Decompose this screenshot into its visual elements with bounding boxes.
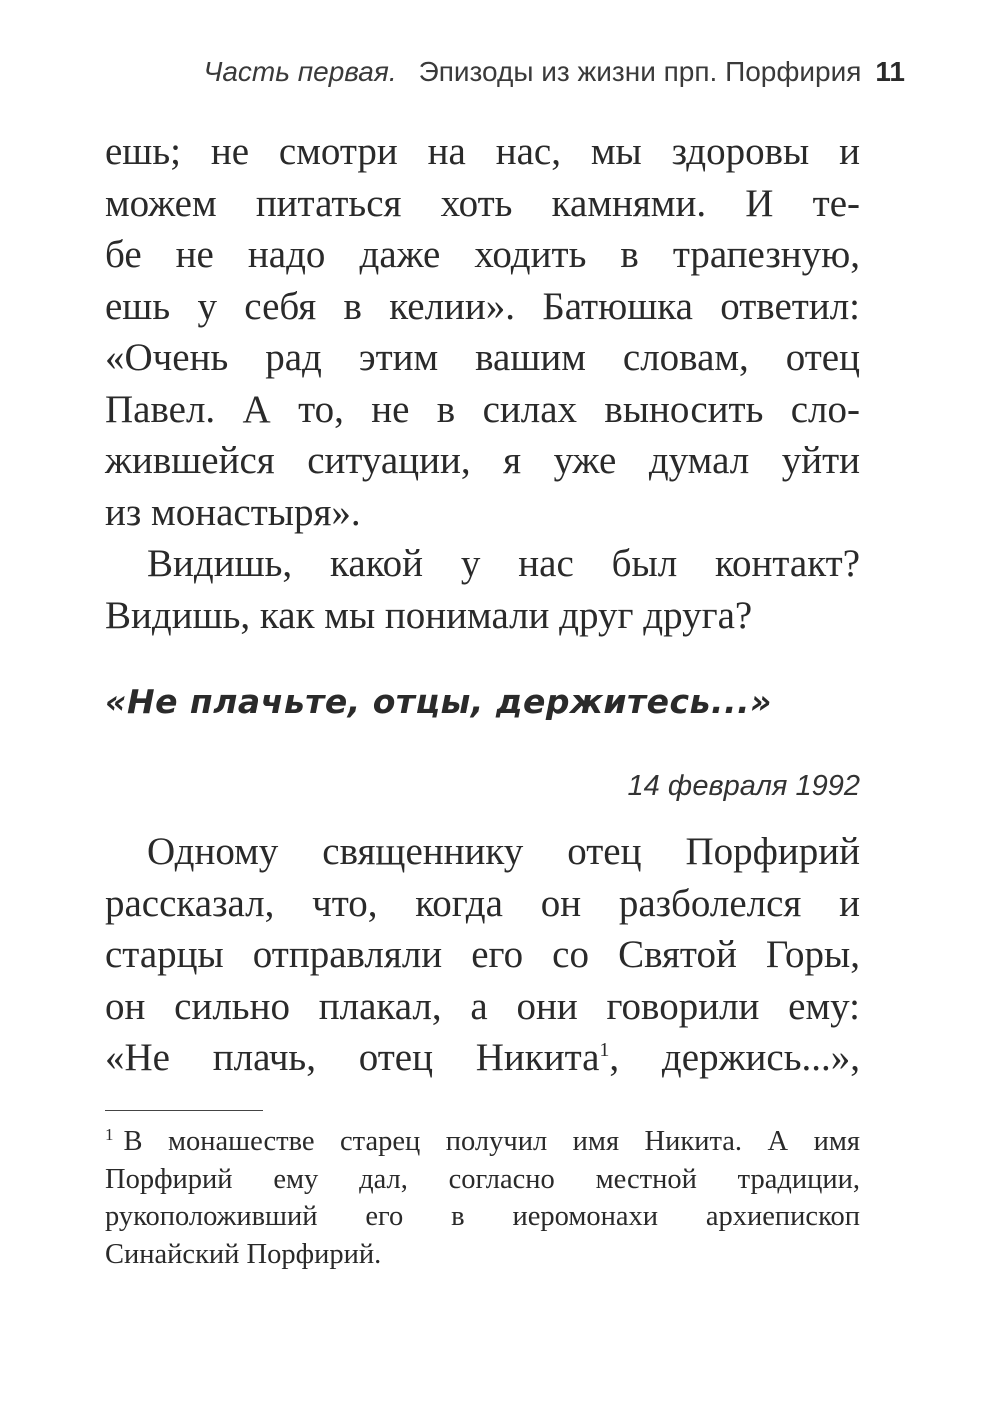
paragraph-continued: [105, 126, 860, 538]
running-header: [105, 52, 905, 92]
text-fragment: «Не плачь, отец Никита: [105, 1036, 600, 1079]
footnote-line: Синайский Порфирий.: [105, 1238, 382, 1270]
running-header-part: Часть первая.: [203, 56, 397, 87]
text-line: Павел. А то, не в силах выносить сло-: [105, 387, 860, 431]
footnote-line: Порфирий ему дал, согласно местной традиции,: [105, 1163, 860, 1195]
text-line: Одному священнику отец Порфирий: [147, 830, 860, 873]
section-heading: «Не плачьте, отцы, держитесь...»: [105, 682, 772, 721]
text-line: из монастыря».: [105, 490, 361, 534]
text-line: старцы отправляли его со Святой Горы,: [105, 933, 860, 976]
text-line: рассказал, что, когда он разболелся и: [105, 881, 860, 925]
text-line: бе не надо даже ходить в трапезную,: [105, 233, 860, 276]
footnote-line: [105, 1123, 860, 1161]
section-date: 14 февраля 1992: [627, 770, 860, 802]
text-line: Видишь, как мы понимали друг друга?: [105, 593, 753, 637]
page-number: 11: [875, 56, 905, 87]
text-line: он сильно плакал, а они говорили ему:: [105, 984, 860, 1028]
text-fragment: , держись...»,: [609, 1036, 860, 1079]
footnote-divider: [105, 1110, 263, 1111]
text-line: ешь у себя в келии». Батюшка ответил:: [105, 284, 860, 328]
footnote-marker: 1: [105, 1124, 114, 1144]
running-header-title: Эпизоды из жизни прп. Порфирия: [418, 56, 862, 87]
paragraph: [105, 826, 860, 1084]
footnote-text: В монашестве старец получил имя Никита. А имя: [123, 1126, 860, 1157]
footnote: [105, 1123, 860, 1273]
text-line: можем питаться хоть камнями. И те-: [105, 181, 860, 225]
footnote-reference[interactable]: 1: [599, 1039, 610, 1061]
text-line: [105, 1032, 860, 1084]
footnote-line: рукоположивший его в иеромонахи архиепископ: [105, 1201, 860, 1232]
text-line: «Очень рад этим вашим словам, отец: [105, 336, 860, 379]
text-line: жившейся ситуации, я уже думал уйти: [105, 439, 860, 482]
text-line: ешь; не смотри на нас, мы здоровы и: [105, 130, 860, 173]
text-line: Видишь, какой у нас был контакт?: [147, 542, 860, 585]
paragraph: [105, 538, 860, 641]
